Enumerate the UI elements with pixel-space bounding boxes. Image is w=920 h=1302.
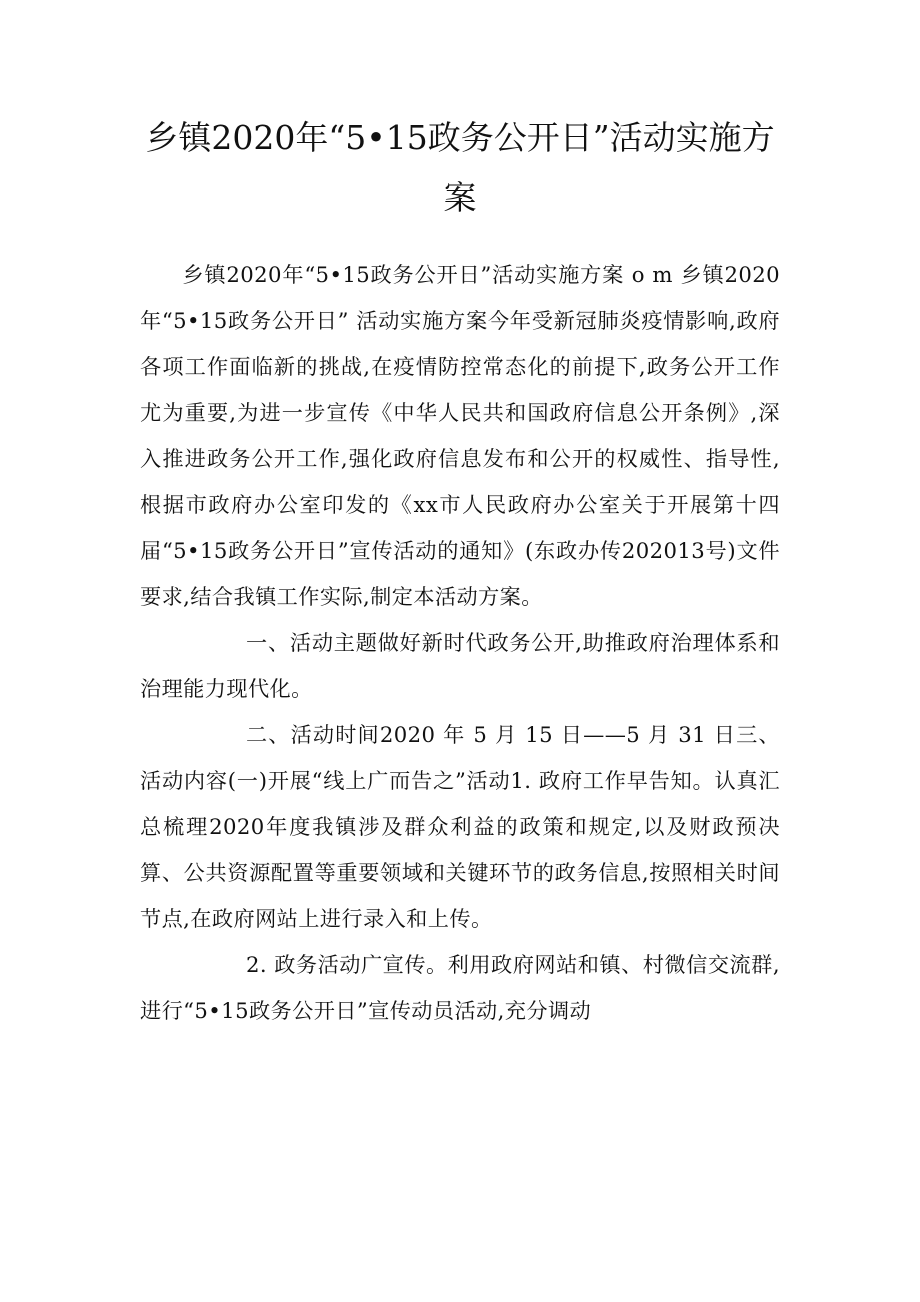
paragraph-theme: 一、活动主题做好新时代政务公开,助推政府治理体系和治理能力现代化。 xyxy=(140,630,780,701)
document-body xyxy=(140,252,780,1034)
paragraph-publicity: 2. 政务活动广宣传。利用政府网站和镇、村微信交流群,进行“5•15政务公开日”宣传动员活动,充分调动 xyxy=(140,952,780,1023)
document-title: 乡镇2020年“5•15政务公开日”活动实施方案 xyxy=(145,118,775,217)
paragraph-intro: 乡镇2020年“5•15政务公开日”活动实施方案 o m 乡镇2020年“5•15政务公开日” 活动实施方案今年受新冠肺炎疫情影响,政府各项工作面临新的挑战,在疫情防控常态化的前提下,政务公开工作尤为重要,为进一步宣传《中华人民共和国政府信息公开条例》,深入推进政务公开工作,强化政府信息发布和公开的权威性、指导性,根据市政府办公室印发的《xx市人民政府办公室关于开展第十四届“5•15政务公开日”宣传活动的通知》(东政办传202013号)文件要求,结合我镇工作实际,制定本活动方案。 xyxy=(140,262,780,609)
paragraph-time-content: 二、活动时间2020 年 5 月 15 日——5 月 31 日三、活动内容(一)开展“线上广而告之”活动1. 政府工作早告知。认真汇总梳理2020年度我镇涉及群众利益的政策和规定,以及财政预决算、公共资源配置等重要领域和关键环节的政务信息,按照相关时间节点,在政府网站上进行录入和上传。 xyxy=(140,722,780,931)
